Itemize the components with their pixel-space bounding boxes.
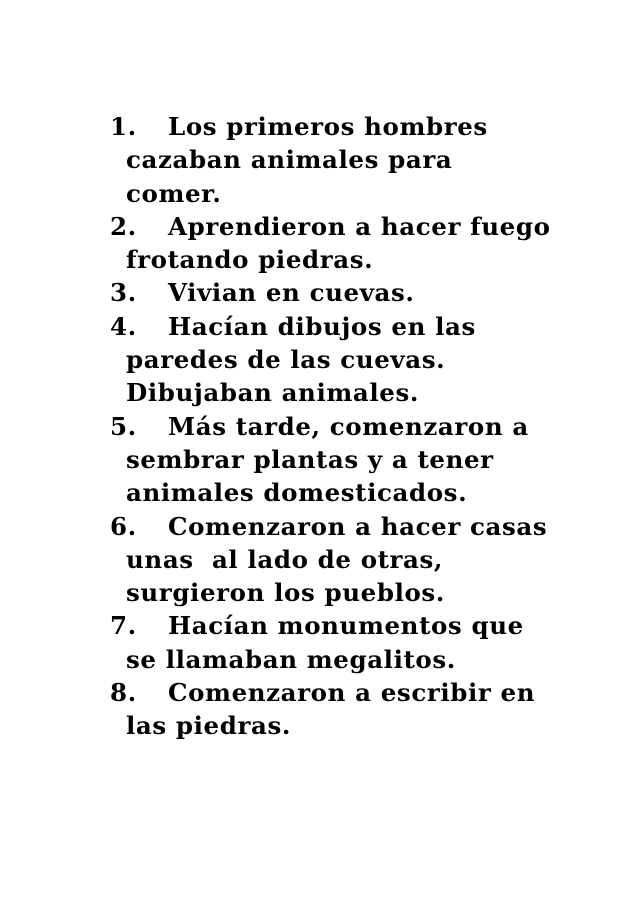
list-item-2 xyxy=(110,210,610,277)
item-number: 1. xyxy=(110,112,137,141)
item-text: surgieron los pueblos. xyxy=(126,578,445,608)
item-text: las piedras. xyxy=(126,711,291,741)
list-item-4 xyxy=(110,310,610,410)
item-text: Hacían monumentos que xyxy=(168,611,524,641)
list-item-3 xyxy=(110,276,610,309)
item-text: cazaban animales para xyxy=(126,145,453,175)
item-number: 6. xyxy=(110,511,137,541)
item-text: frotando piedras. xyxy=(126,245,374,275)
item-text: comer. xyxy=(126,178,222,208)
numbered-list xyxy=(110,110,610,743)
item-number: 8. xyxy=(110,678,137,708)
item-text: Los primeros hombres xyxy=(168,112,488,141)
item-text: Más tarde, comenzaron a xyxy=(168,411,529,441)
item-text: sembrar plantas y a tener xyxy=(126,444,494,474)
item-text: Aprendieron a hacer fuego xyxy=(168,211,551,241)
item-number: 4. xyxy=(110,311,137,341)
item-text: Comenzaron a escribir en xyxy=(168,678,536,708)
item-number: 2. xyxy=(110,211,137,241)
item-number: 3. xyxy=(110,278,137,308)
item-text: se llamaban megalitos. xyxy=(126,644,456,674)
item-text: Vivian en cuevas. xyxy=(168,278,415,308)
item-text: animales domesticados. xyxy=(126,478,468,508)
item-number: 5. xyxy=(110,411,137,441)
list-item-5 xyxy=(110,410,610,510)
item-text: unas al lado de otras, xyxy=(126,544,444,574)
list-item-1 xyxy=(110,110,610,210)
list-item-7 xyxy=(110,609,610,676)
list-item-8 xyxy=(110,676,610,743)
item-number: 7. xyxy=(110,611,137,641)
list-item-6 xyxy=(110,510,610,610)
item-text: Dibujaban animales. xyxy=(126,378,419,408)
item-text: paredes de las cuevas. xyxy=(126,345,446,375)
item-text: Hacían dibujos en las xyxy=(168,311,476,341)
item-text: Comenzaron a hacer casas xyxy=(168,511,548,541)
